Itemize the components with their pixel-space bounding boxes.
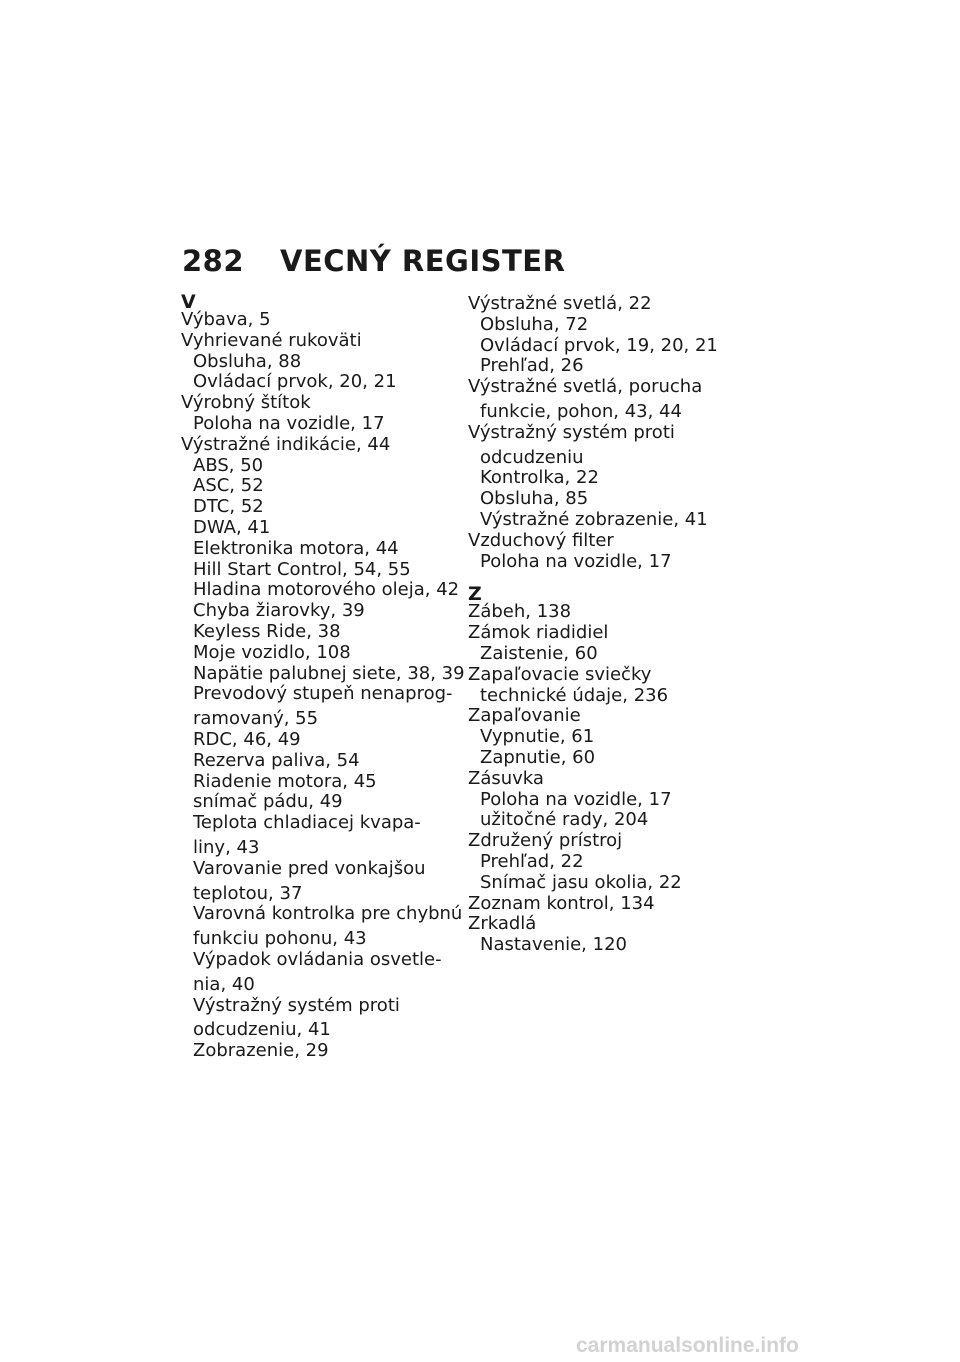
index-subentry: Nastavenie, 120 [480, 934, 627, 956]
index-subentry: Hladina motorového oleja, 42 [193, 579, 460, 601]
index-subentry: DTC, 52 [193, 496, 264, 518]
index-subentry: Vypnutie, 61 [480, 726, 595, 748]
index-subentry: Výstražné zobrazenie, 41 [480, 508, 708, 530]
index-subentry: ramovaný, 55 [193, 708, 319, 730]
page-number: 282 [182, 244, 245, 278]
index-subentry: DWA, 41 [193, 516, 271, 538]
index-entry: Vzduchový filter [468, 529, 614, 551]
index-subentry: Kontrolka, 22 [480, 467, 599, 489]
page-title: VECNÝ REGISTER [280, 244, 566, 278]
index-subentry: Zapnutie, 60 [480, 746, 596, 768]
index-entry: Zásuvka [468, 767, 544, 789]
index-subentry: Výstražný systém proti [193, 994, 400, 1016]
section-letter-z: Z [468, 583, 482, 606]
index-subentry: Zaistenie, 60 [480, 642, 598, 664]
index-subentry: Prehľad, 22 [480, 850, 584, 872]
index-subentry: odcudzeniu [480, 446, 584, 468]
index-subentry: Snímač jasu okolia, 22 [480, 871, 682, 893]
index-subentry: ABS, 50 [193, 454, 264, 476]
index-subentry: ASC, 52 [193, 475, 264, 497]
index-entry: Výbava, 5 [181, 309, 271, 330]
index-subentry: užitočné rady, 204 [480, 809, 649, 831]
index-subentry: Chyba žiarovky, 39 [193, 600, 365, 622]
index-entry: Výstražný systém proti [468, 421, 675, 443]
index-subentry: Poloha na vozidle, 17 [480, 788, 672, 810]
index-subentry: Keyless Ride, 38 [193, 620, 341, 642]
index-subentry: odcudzeniu, 41 [193, 1019, 331, 1041]
index-subentry: Teplota chladiacej kvapa- [193, 812, 421, 834]
index-subentry: Obsluha, 88 [193, 350, 302, 372]
index-subentry: Obsluha, 85 [480, 488, 589, 510]
index-entry: Výrobný štítok [181, 392, 311, 414]
index-subentry: technické údaje, 236 [480, 684, 669, 706]
index-subentry: Prevodový stupeň nenaprog- [193, 683, 453, 705]
index-subentry: funkciu pohonu, 43 [193, 928, 367, 950]
index-subentry: Prehľad, 26 [480, 355, 584, 377]
index-entry: Zrkadlá [468, 913, 537, 935]
index-entry: Zábeh, 138 [468, 601, 572, 623]
index-entry: Zoznam kontrol, 134 [468, 892, 655, 914]
index-subentry: Moje vozidlo, 108 [193, 641, 351, 663]
index-subentry: Rezerva paliva, 54 [193, 749, 360, 771]
index-subentry: RDC, 46, 49 [193, 728, 301, 750]
index-subentry: Varovanie pred vonkajšou [193, 857, 426, 879]
index-column-right [468, 294, 748, 956]
index-subentry: liny, 43 [193, 836, 260, 858]
index-entry: Zapaľovacie sviečky [468, 663, 652, 685]
index-list-v-continued [468, 294, 748, 572]
index-subentry: Poloha na vozidle, 17 [193, 412, 385, 434]
index-entry: Združený prístroj [468, 830, 623, 852]
index-subentry: Napätie palubnej siete, 38, 39 [193, 662, 465, 684]
index-subentry: Riadenie motora, 45 [193, 770, 377, 792]
index-list-z [468, 602, 748, 956]
index-entry: Výstražné svetlá, 22 [468, 293, 652, 314]
index-entry: Výstražné indikácie, 44 [181, 433, 391, 455]
index-subentry: Výpadok ovládania osvetle- [193, 948, 442, 970]
index-entry: Výstražné svetlá, porucha [468, 376, 703, 398]
index-subentry: nia, 40 [193, 973, 255, 995]
index-entry: Vyhrievané rukoväti [181, 329, 362, 351]
watermark: carmanualsonline.info [576, 1334, 799, 1357]
index-subentry: Zobrazenie, 29 [193, 1040, 329, 1062]
index-subentry: Ovládací prvok, 19, 20, 21 [480, 334, 718, 356]
index-subentry: teplotou, 37 [193, 882, 303, 904]
index-column-left [181, 291, 465, 1062]
index-subentry: Ovládací prvok, 20, 21 [193, 371, 397, 393]
section-letter-v: V [181, 291, 196, 313]
index-entry: Zapaľovanie [468, 705, 581, 727]
index-subentry: Hill Start Control, 54, 55 [193, 558, 411, 580]
index-subentry: Elektronika motora, 44 [193, 537, 399, 559]
index-subentry: Varovná kontrolka pre chybnú [193, 903, 463, 925]
index-entry: Zámok riadidiel [468, 622, 609, 644]
index-subentry: funkcie, pohon, 43, 44 [480, 400, 682, 422]
index-subentry: Obsluha, 72 [480, 313, 589, 335]
index-subentry: Poloha na vozidle, 17 [480, 550, 672, 572]
index-list-v [181, 309, 465, 1062]
index-subentry: snímač pádu, 49 [193, 791, 343, 813]
page-header [182, 244, 565, 278]
